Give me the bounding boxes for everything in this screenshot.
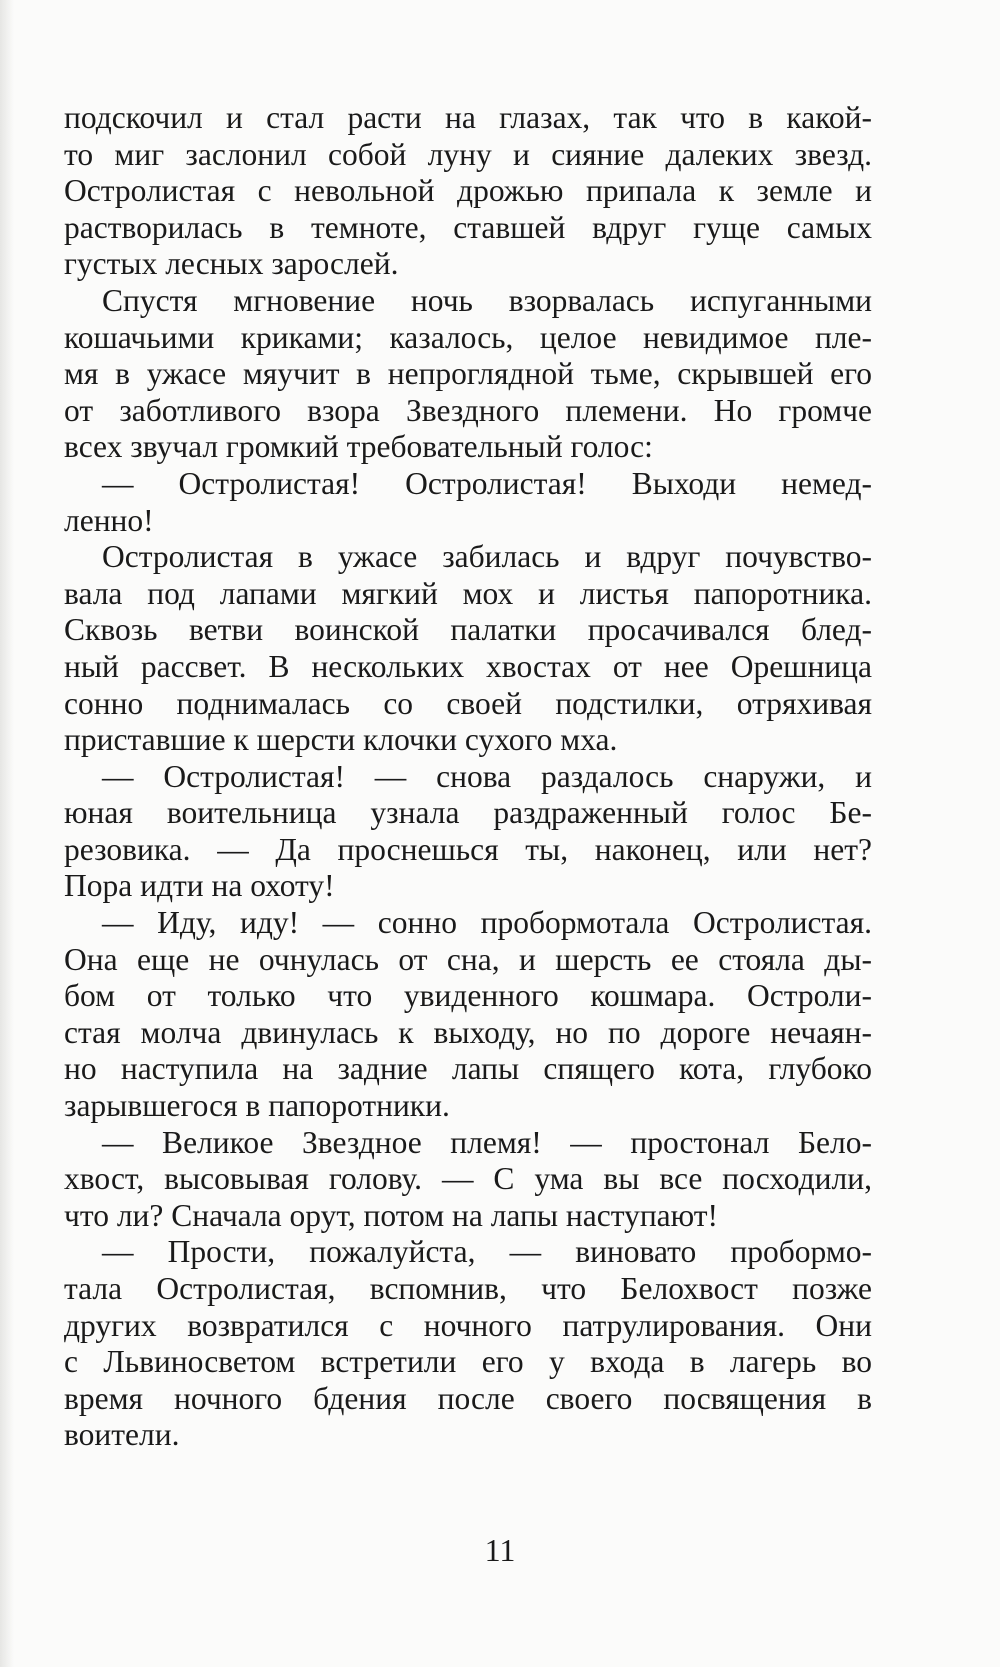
text-line: Остролистая с невольной дрожью припала к земле и — [64, 173, 872, 209]
text-line: ный рассвет. В нескольких хвостах от нее Орешница — [64, 648, 872, 684]
text-line: Пора идти на охоту! — [64, 868, 335, 904]
text-line: кошачьими криками; казалось, целое невидимое пле- — [64, 319, 872, 355]
text-line: от заботливого взора Звездного племени. Но громче — [64, 392, 872, 428]
text-line: бом от только что увиденного кошмара. Остроли- — [64, 978, 872, 1014]
text-line: Она еще не очнулась от сна, и шерсть ее стояла ды- — [64, 941, 872, 977]
text-line: тала Остролистая, вспомнив, что Белохвост позже — [64, 1271, 872, 1306]
text-line: Остролистая в ужасе забилась и вдруг почувство- — [102, 539, 872, 575]
paragraph — [64, 1234, 872, 1454]
paragraph — [64, 905, 872, 1125]
page-number: 11 — [484, 1532, 516, 1568]
text-line: — Остролистая! — снова раздалось снаружи, и — [102, 758, 872, 794]
text-line: но наступила на задние лапы спящего кота, глубоко — [64, 1051, 872, 1087]
text-line: юная воительница узнала раздраженный голос Бе- — [64, 795, 872, 831]
text-line: зарывшегося в папоротники. — [64, 1088, 450, 1124]
text-line: время ночного бдения после своего посвящения в — [64, 1380, 872, 1416]
text-line: резовика. — Да проснешься ты, наконец, или нет? — [64, 831, 872, 867]
paragraph — [64, 466, 872, 539]
text-line: что ли? Сначала орут, потом на лапы наступают! — [64, 1197, 719, 1233]
text-line: растворилась в темноте, ставшей вдруг гуще самых — [64, 209, 872, 245]
text-line: воители. — [64, 1417, 180, 1453]
text-line: мя в ужасе мяучит в непроглядной тьме, скрывшей его — [64, 356, 872, 392]
text-line: подскочил и стал расти на глазах, так что в какой- — [64, 100, 872, 135]
page-gutter-shadow — [0, 0, 14, 1667]
paragraph — [64, 100, 872, 283]
text-line: вала под лапами мягкий мох и листья папоротника. — [64, 575, 872, 611]
text-line: — Прости, пожалуйста, — виновато пробормо- — [102, 1234, 872, 1270]
body-text — [64, 100, 872, 1454]
paragraph — [64, 759, 872, 905]
text-line: сонно поднималась со своей подстилки, отряхивая — [64, 685, 872, 721]
text-line: то миг заслонил собой луну и сияние далеких звезд. — [64, 136, 872, 172]
text-line: хвост, высовывая голову. — С ума вы все посходили, — [64, 1161, 872, 1197]
text-line: всех звучал громкий требовательный голос: — [64, 429, 653, 465]
paragraph — [64, 283, 872, 466]
text-line: Сквозь ветви воинской палатки просачивался блед- — [64, 612, 872, 648]
text-line: ленно! — [64, 502, 154, 538]
text-line: густых лесных зарослей. — [64, 246, 399, 282]
text-line: Спустя мгновение ночь взорвалась испуганными — [102, 282, 872, 318]
text-line: — Великое Звездное племя! — простонал Бело- — [102, 1124, 872, 1160]
paragraph — [64, 1125, 872, 1235]
text-line: приставшие к шерсти клочки сухого мха. — [64, 722, 618, 758]
text-line: стая молча двинулась к выходу, но по дороге нечаян- — [64, 1014, 872, 1050]
text-line: — Иду, иду! — сонно пробормотала Остролистая. — [102, 905, 872, 941]
text-line: других возвратился с ночного патрулирования. Они — [64, 1307, 872, 1343]
text-line: с Львиносветом встретили его у входа в лагерь во — [64, 1344, 872, 1380]
paragraph — [64, 539, 872, 759]
text-line: — Остролистая! Остролистая! Выходи немед- — [102, 465, 872, 501]
